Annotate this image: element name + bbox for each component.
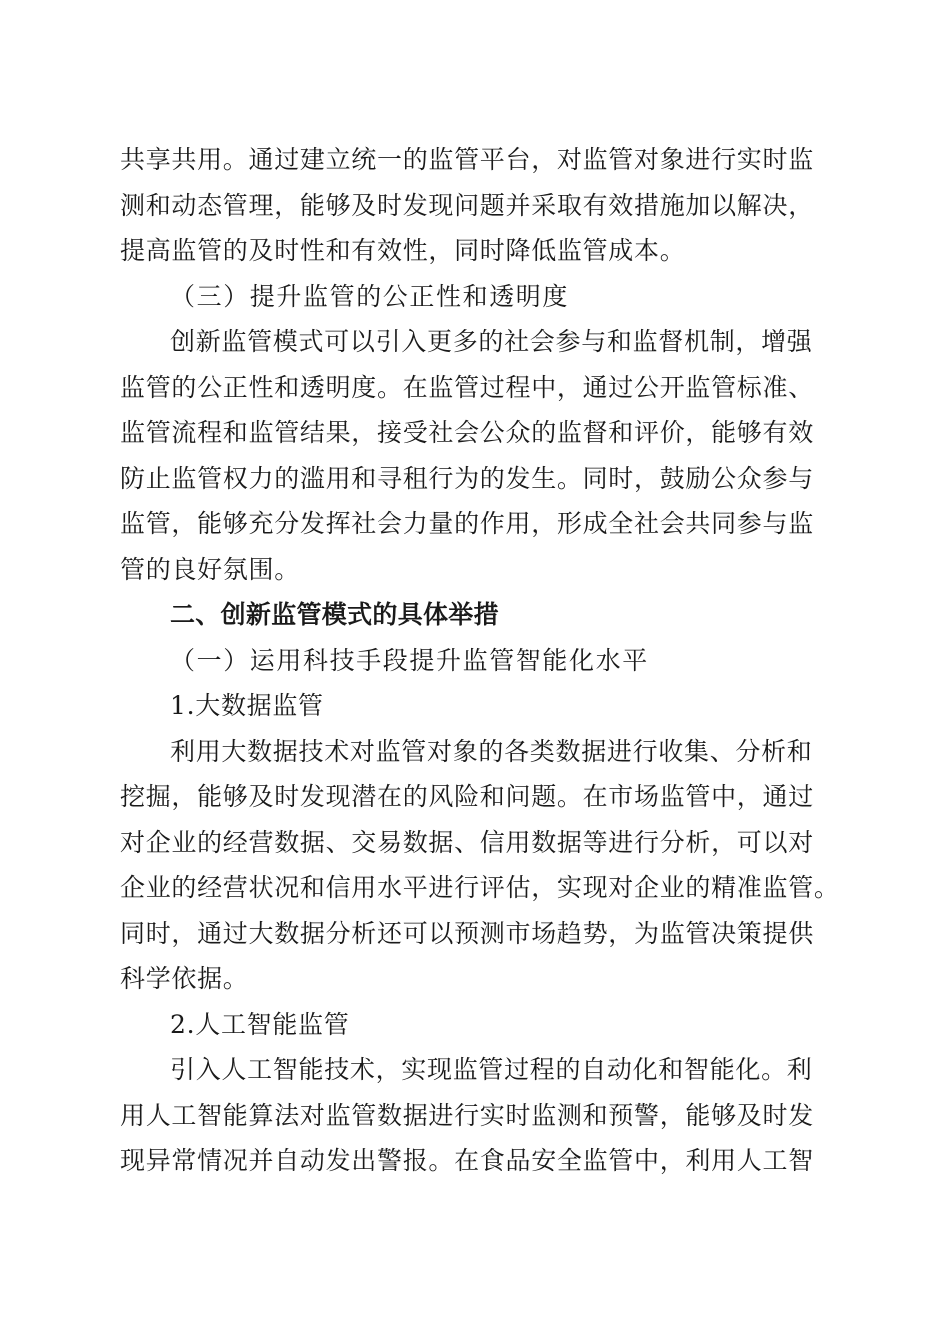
paragraph-line: 创新监管模式可以引入更多的社会参与和监督机制，增强 bbox=[170, 327, 813, 356]
paragraph-line: 共享共用。通过建立统一的监管平台，对监管对象进行实时监 bbox=[120, 145, 814, 174]
paragraph-line: 利用大数据技术对监管对象的各类数据进行收集、分析和 bbox=[170, 736, 813, 766]
paragraph-line: 管的良好氛围。 bbox=[120, 554, 300, 584]
paragraph-line: 科学依据。 bbox=[120, 964, 249, 993]
paragraph-line: 监管，能够充分发挥社会力量的作用，形成全社会共同参与监 bbox=[120, 509, 814, 538]
document-body bbox=[120, 137, 840, 1184]
paragraph-line: 引入人工智能技术，实现监管过程的自动化和智能化。利 bbox=[170, 1055, 813, 1084]
paragraph-line: 提高监管的及时性和有效性，同时降低监管成本。 bbox=[120, 236, 686, 265]
section-subheading: （一）运用科技手段提升监管智能化水平 bbox=[170, 645, 649, 675]
paragraph-line: 企业的经营状况和信用水平进行评估，实现对企业的精准监管。 bbox=[120, 873, 840, 902]
paragraph-line: 挖掘，能够及时发现潜在的风险和问题。在市场监管中，通过 bbox=[120, 782, 814, 811]
section-subheading: （三）提升监管的公正性和透明度 bbox=[170, 281, 570, 311]
paragraph-line: 测和动态管理，能够及时发现问题并采取有效措施加以解决， bbox=[120, 190, 814, 220]
paragraph-line: 用人工智能算法对监管数据进行实时监测和预警，能够及时发 bbox=[120, 1100, 814, 1130]
item-heading: 2.人工智能监管 bbox=[170, 1009, 350, 1039]
item-heading: 1.大数据监管 bbox=[170, 691, 324, 720]
paragraph-line: 同时，通过大数据分析还可以预测市场趋势，为监管决策提供 bbox=[120, 918, 814, 948]
paragraph-line: 防止监管权力的滥用和寻租行为的发生。同时，鼓励公众参与 bbox=[120, 463, 814, 493]
paragraph-line: 现异常情况并自动发出警报。在食品安全监管中，利用人工智 bbox=[120, 1146, 814, 1175]
paragraph-line: 监管流程和监管结果，接受社会公众的监督和评价，能够有效 bbox=[120, 418, 814, 447]
section-heading: 二、创新监管模式的具体举措 bbox=[170, 600, 499, 629]
paragraph-line: 对企业的经营数据、交易数据、信用数据等进行分析，可以对 bbox=[120, 827, 814, 857]
paragraph-line: 监管的公正性和透明度。在监管过程中，通过公开监管标准、 bbox=[120, 372, 814, 402]
